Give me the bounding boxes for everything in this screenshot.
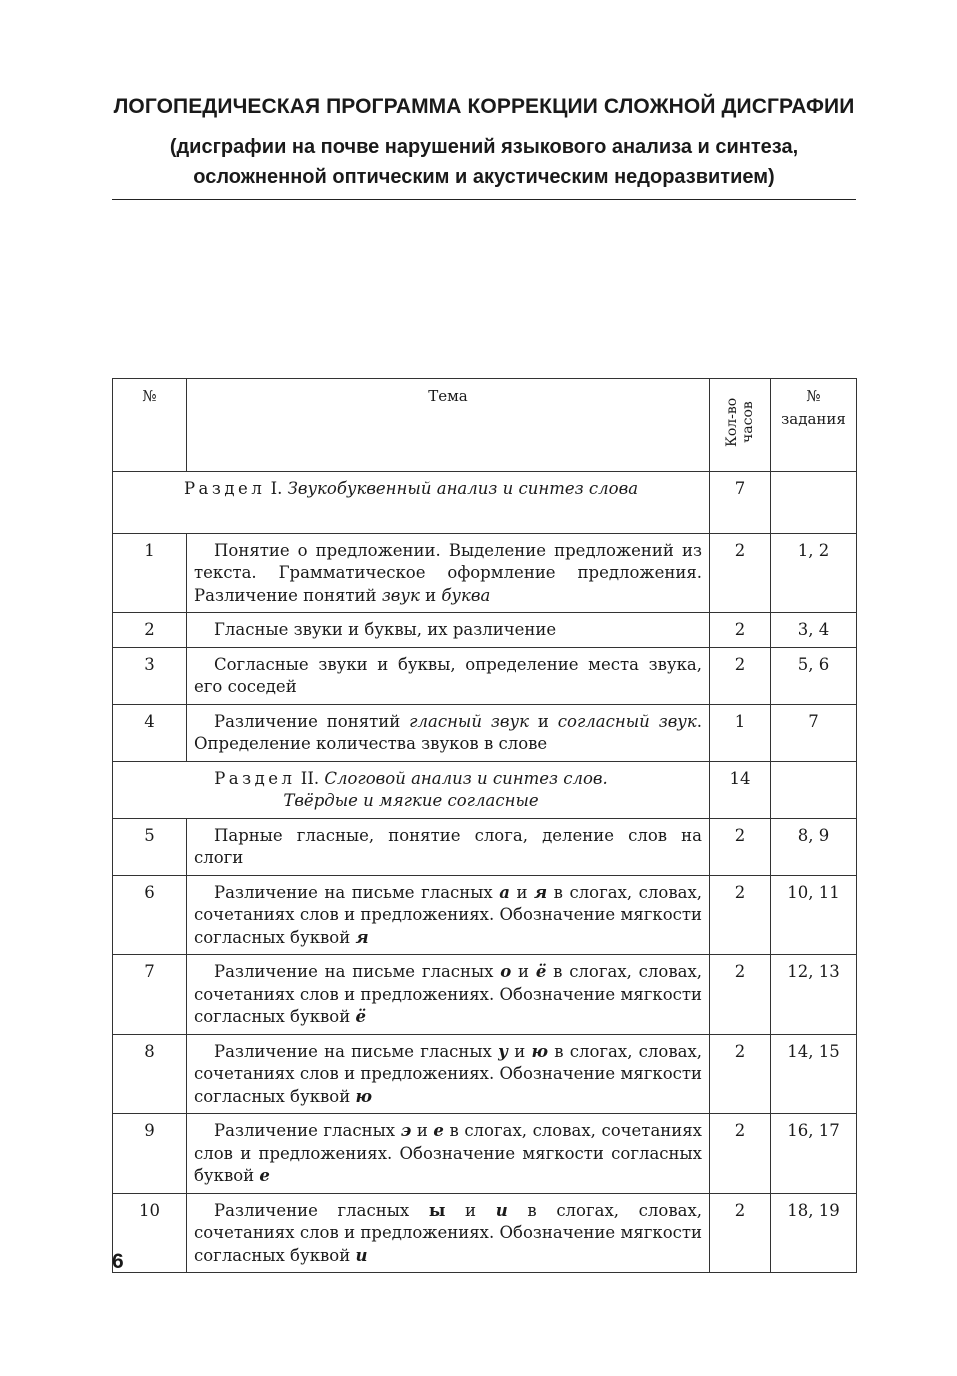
section-tasks xyxy=(771,471,857,533)
row-hours: 2 xyxy=(710,533,771,613)
section-row xyxy=(113,761,857,818)
subtitle-line-2: осложненной оптическим и акустическим недоразвитием) xyxy=(193,166,775,188)
header-hours: Кол-во часов xyxy=(724,397,756,447)
topic-letter: ё xyxy=(355,1007,366,1026)
table-row xyxy=(113,1193,857,1273)
topic-text: Различение на письме гласных xyxy=(214,1041,499,1061)
topic-conj: и xyxy=(511,962,536,981)
header-topic: Тема xyxy=(187,379,710,472)
section-line-2: Твёрдые и мягкие согласные xyxy=(283,791,539,810)
row-number: 2 xyxy=(113,613,187,648)
row-topic xyxy=(187,704,710,761)
subtitle-line-1: (дисграфии на почве нарушений языкового анализа и синтеза, xyxy=(169,136,799,158)
topic-text: в слогах, словах, сочетаниях слов и предложениях. Обозначение мягкости согласных буквой xyxy=(194,1200,703,1265)
topic-term: гласный звук xyxy=(409,711,529,731)
row-hours: 2 xyxy=(710,818,771,875)
row-number: 3 xyxy=(113,647,187,704)
row-tasks: 16, 17 xyxy=(771,1114,857,1194)
row-number: 4 xyxy=(113,704,187,761)
topic-conj: и xyxy=(507,1041,532,1061)
row-hours: 2 xyxy=(710,955,771,1035)
topic-text: Различение понятий xyxy=(214,711,410,731)
topic-letter: о xyxy=(500,962,512,981)
page-header xyxy=(112,92,856,192)
topic-term: звук xyxy=(381,585,420,605)
page-title: ЛОГОПЕДИЧЕСКАЯ ПРОГРАММА КОРРЕКЦИИ СЛОЖНОЙ ДИСГРАФИИ xyxy=(113,95,855,118)
topic-term: согласный звук xyxy=(557,711,697,731)
row-topic xyxy=(187,1034,710,1114)
section-line-1 xyxy=(120,768,702,791)
section-title-cell xyxy=(113,761,710,818)
table-row xyxy=(113,818,857,875)
topic-letter: ю xyxy=(355,1086,373,1106)
row-number: 10 xyxy=(113,1193,187,1273)
topic-text: Различение гласных xyxy=(214,1200,429,1220)
row-topic: Согласные звуки и буквы, определение места звука, его соседей xyxy=(187,647,710,704)
row-tasks: 12, 13 xyxy=(771,955,857,1035)
header-task-word: задания xyxy=(781,409,846,428)
topic-term: буква xyxy=(441,585,491,605)
section-label: Раздел xyxy=(214,768,296,788)
section-title: Звукобуквенный анализ и синтез слова xyxy=(287,478,639,498)
row-tasks: 1, 2 xyxy=(771,533,857,613)
header-task-sign: № xyxy=(806,387,821,405)
row-topic xyxy=(187,1114,710,1194)
topic-letter: ю xyxy=(531,1041,548,1061)
table-header-row xyxy=(113,379,857,472)
header-hours-cell xyxy=(710,379,771,472)
section-label: Раздел xyxy=(183,478,266,498)
row-topic xyxy=(187,875,710,955)
table-row xyxy=(113,955,857,1035)
topic-text: Понятие о предложении. Выделение предложений из текста. Грамматическое оформление предложения. Различение понятий xyxy=(194,540,702,605)
topic-letter: е xyxy=(433,1121,444,1140)
row-topic: Гласные звуки и буквы, их различение xyxy=(187,613,710,648)
table-row xyxy=(113,875,857,955)
topic-letter: е xyxy=(259,1166,270,1185)
row-tasks: 3, 4 xyxy=(771,613,857,648)
row-tasks: 14, 15 xyxy=(771,1034,857,1114)
topic-letter: э xyxy=(400,1121,412,1140)
section-roman: II. xyxy=(300,768,320,788)
row-tasks: 8, 9 xyxy=(771,818,857,875)
row-number: 5 xyxy=(113,818,187,875)
program-table xyxy=(112,378,857,1273)
section-row xyxy=(113,471,857,533)
topic-conj: и xyxy=(528,711,558,731)
topic-text: Различение на письме гласных xyxy=(214,962,501,981)
row-hours: 2 xyxy=(710,647,771,704)
section-tasks xyxy=(771,761,857,818)
topic-conj: и xyxy=(445,1200,496,1220)
topic-letter: я xyxy=(355,927,369,947)
topic-letter: ы xyxy=(428,1200,446,1220)
row-tasks: 7 xyxy=(771,704,857,761)
topic-letter: я xyxy=(533,882,548,902)
row-tasks: 10, 11 xyxy=(771,875,857,955)
topic-text: . Определение количества звуков в слове xyxy=(194,711,702,753)
row-hours: 2 xyxy=(710,875,771,955)
topic-text: в слогах, словах, сочетаниях слов и предложениях. Обозначение мягкости согласных буквой xyxy=(194,1041,703,1106)
topic-conj: и xyxy=(419,585,442,605)
header-number: № xyxy=(113,379,187,472)
row-topic xyxy=(187,1193,710,1273)
row-number: 6 xyxy=(113,875,187,955)
section-hours: 14 xyxy=(710,761,771,818)
table-row xyxy=(113,1034,857,1114)
topic-letter: и xyxy=(495,1200,508,1220)
page-subtitle xyxy=(112,132,856,192)
topic-letter: у xyxy=(498,1041,508,1061)
row-topic xyxy=(187,955,710,1035)
table-row xyxy=(113,647,857,704)
topic-text: в слогах, словах, сочетаниях слов и предложениях. Обозначение мягкости согласных буквой xyxy=(194,962,702,1026)
row-hours: 2 xyxy=(710,1034,771,1114)
topic-conj: и xyxy=(509,882,534,902)
row-tasks: 5, 6 xyxy=(771,647,857,704)
row-number: 8 xyxy=(113,1034,187,1114)
section-title: Слоговой анализ и синтез слов. xyxy=(324,768,608,788)
table-row xyxy=(113,704,857,761)
row-hours: 2 xyxy=(710,613,771,648)
topic-text: в слогах, словах, сочетаниях слов и предложениях. Обозначение мягкости согласных буквой xyxy=(194,1121,702,1185)
row-number: 9 xyxy=(113,1114,187,1194)
row-topic: Парные гласные, понятие слога, деление слов на слоги xyxy=(187,818,710,875)
topic-letter: и xyxy=(355,1245,368,1265)
row-hours: 1 xyxy=(710,704,771,761)
topic-text: в слогах, словах, сочетаниях слов и предложениях. Обозначение мягкости согласных буквой xyxy=(194,882,702,947)
page-number: 6 xyxy=(112,1250,124,1273)
table-row xyxy=(113,613,857,648)
table-row xyxy=(113,533,857,613)
section-roman: I. xyxy=(270,478,283,498)
section-hours: 7 xyxy=(710,471,771,533)
topic-conj: и xyxy=(411,1121,434,1140)
row-hours: 2 xyxy=(710,1193,771,1273)
topic-letter: а xyxy=(499,882,510,902)
header-divider xyxy=(112,199,856,200)
topic-letter: ё xyxy=(535,962,547,981)
row-hours: 2 xyxy=(710,1114,771,1194)
topic-text: Различение на письме гласных xyxy=(214,882,500,902)
topic-text: Различение гласных xyxy=(214,1121,401,1140)
section-title-cell xyxy=(113,471,710,533)
table-row xyxy=(113,1114,857,1194)
row-topic xyxy=(187,533,710,613)
header-task-cell xyxy=(771,379,857,472)
row-number: 1 xyxy=(113,533,187,613)
row-number: 7 xyxy=(113,955,187,1035)
row-tasks: 18, 19 xyxy=(771,1193,857,1273)
